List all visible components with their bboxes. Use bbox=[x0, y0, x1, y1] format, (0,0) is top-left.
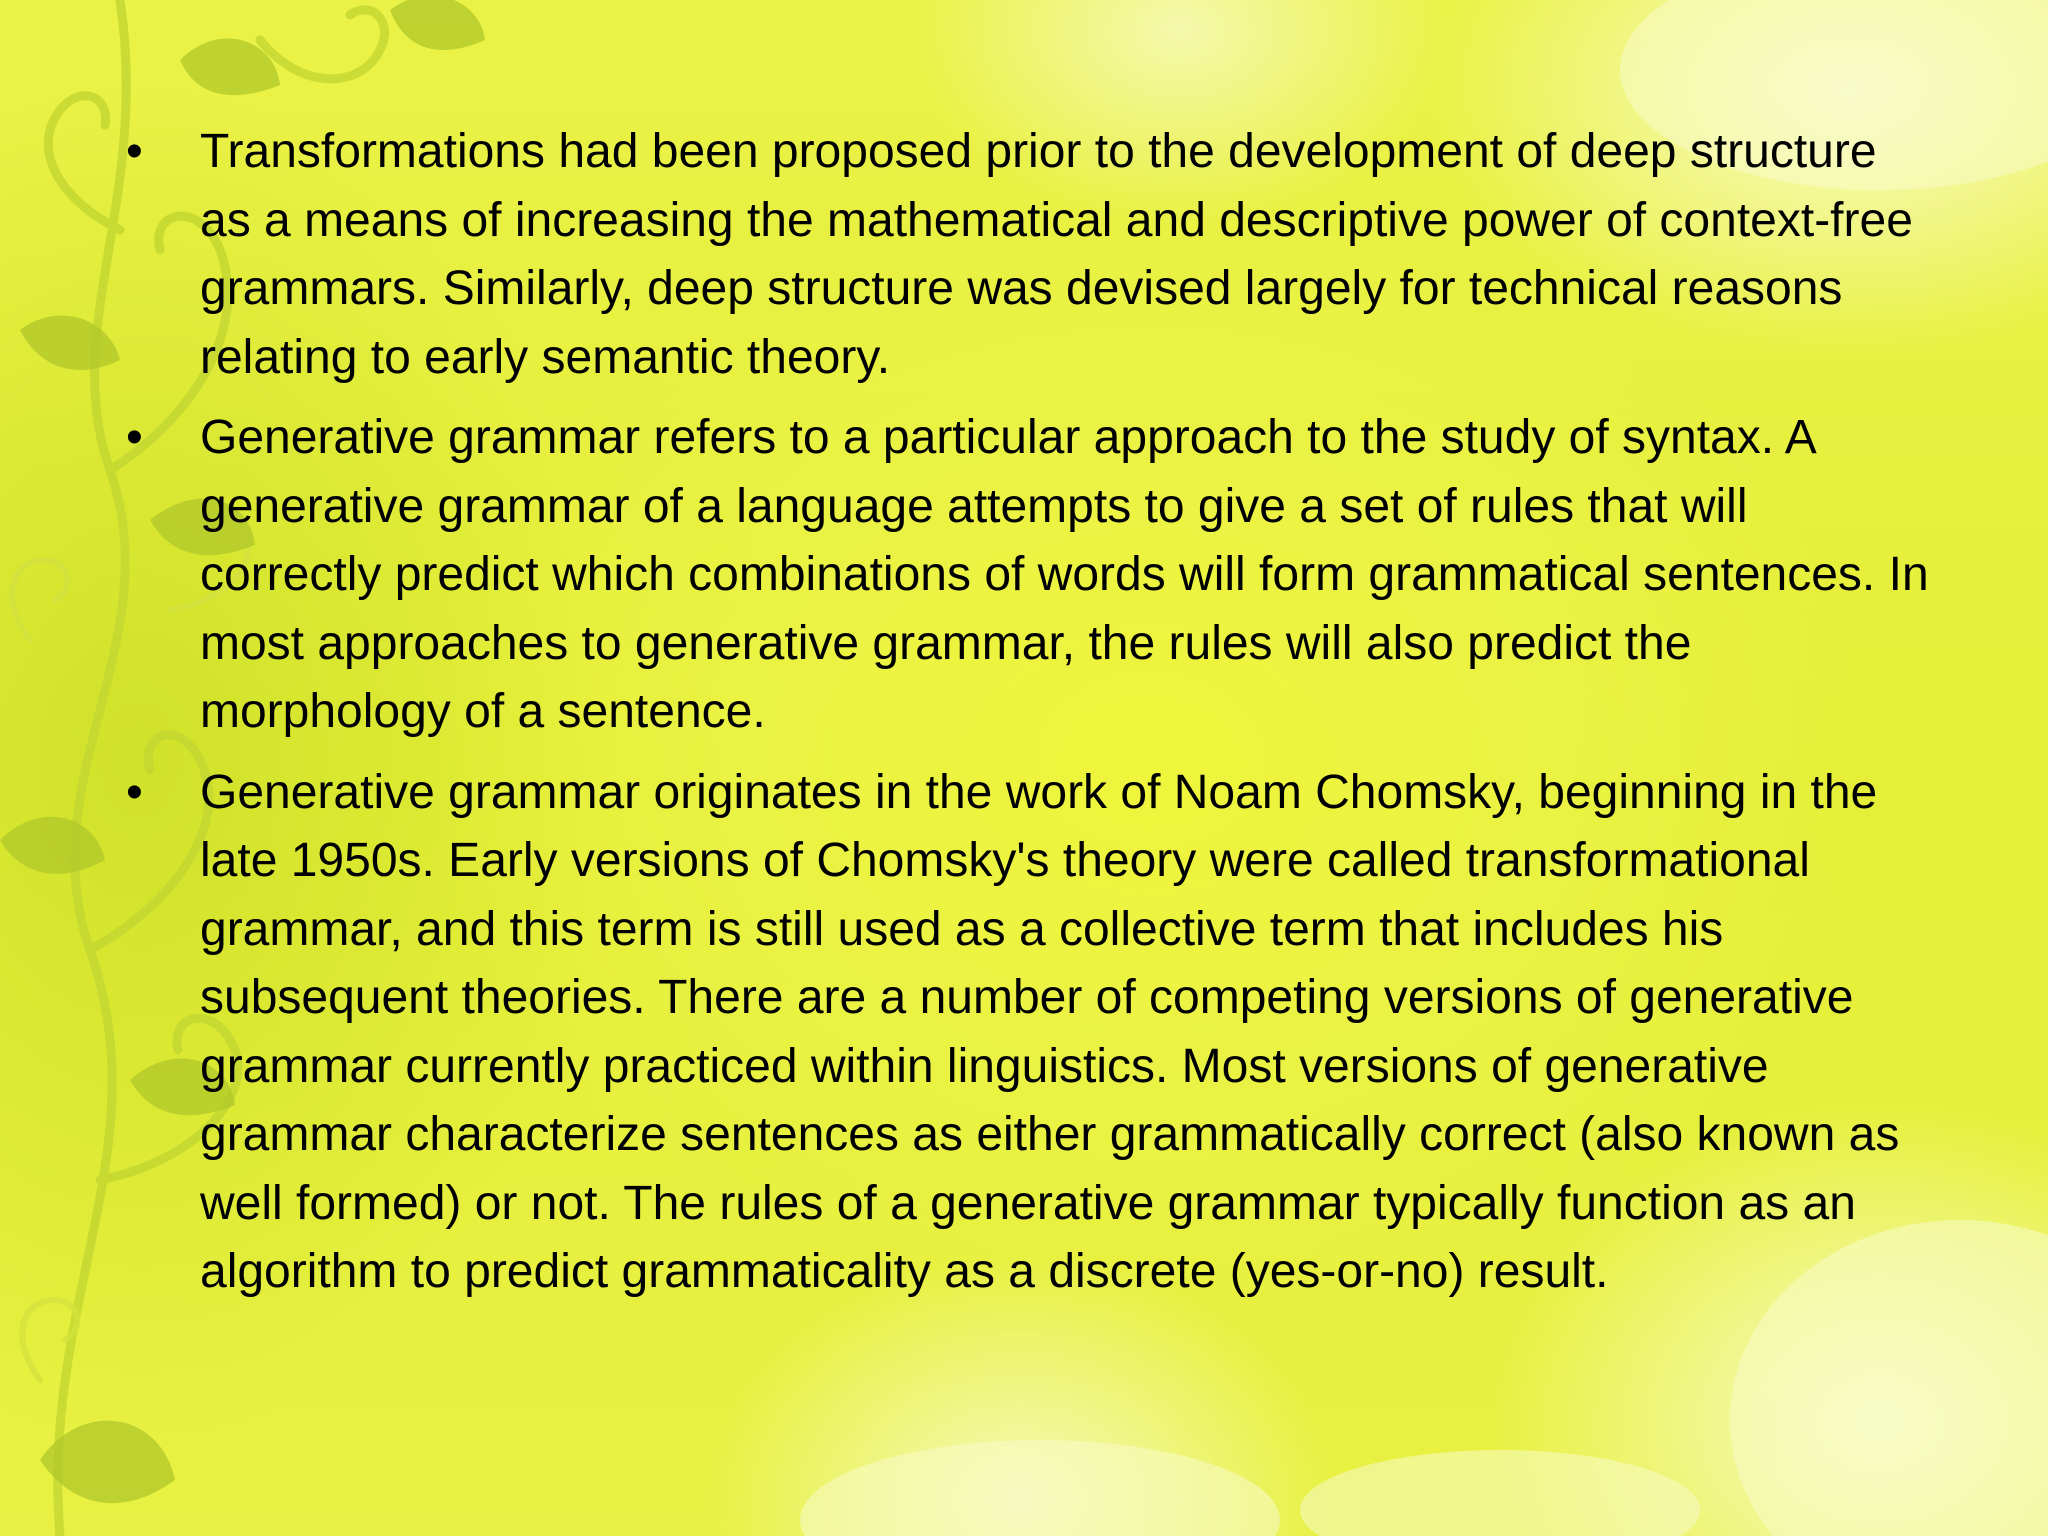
bullet-item bbox=[120, 404, 1940, 747]
bullet-icon: • bbox=[126, 125, 143, 178]
bullet-text: Transformations had been proposed prior to the development of deep structure as a means of increasing the mathematical and descriptive power of context-free grammars. Similarly, deep structure was devised largely for technical reasons relating to early semantic theory. bbox=[200, 125, 1913, 384]
bullet-icon: • bbox=[126, 765, 143, 819]
bullet-text: Generative grammar originates in the work of Noam Chomsky, beginning in the late 1950s. Early versions of Chomsky's theory were called transformational grammar, and this term is still used as a collective term that includes his subsequent theories. There are a number of competing versions of generative grammar currently practiced within linguistics. Most versions of generative grammar characterize sentences as either grammatically correct (also known as well formed) or not. The rules of a generative grammar typically function as an algorithm to predict grammaticality as a discrete (yes-or-no) result. bbox=[200, 765, 1900, 1298]
bullet-text: Generative grammar refers to a particular approach to the study of syntax. A generative grammar of a language attempts to give a set of rules that will correctly predict which combinations of words will form grammatical sentences. In most approaches to generative grammar, the rules will also predict the morphology of a sentence. bbox=[200, 411, 1929, 738]
bullet-item bbox=[120, 759, 1940, 1307]
bullet-list bbox=[120, 118, 1940, 1307]
bullet-item bbox=[120, 118, 1940, 392]
bullet-icon: • bbox=[126, 411, 143, 464]
slide-content bbox=[120, 118, 1940, 1319]
